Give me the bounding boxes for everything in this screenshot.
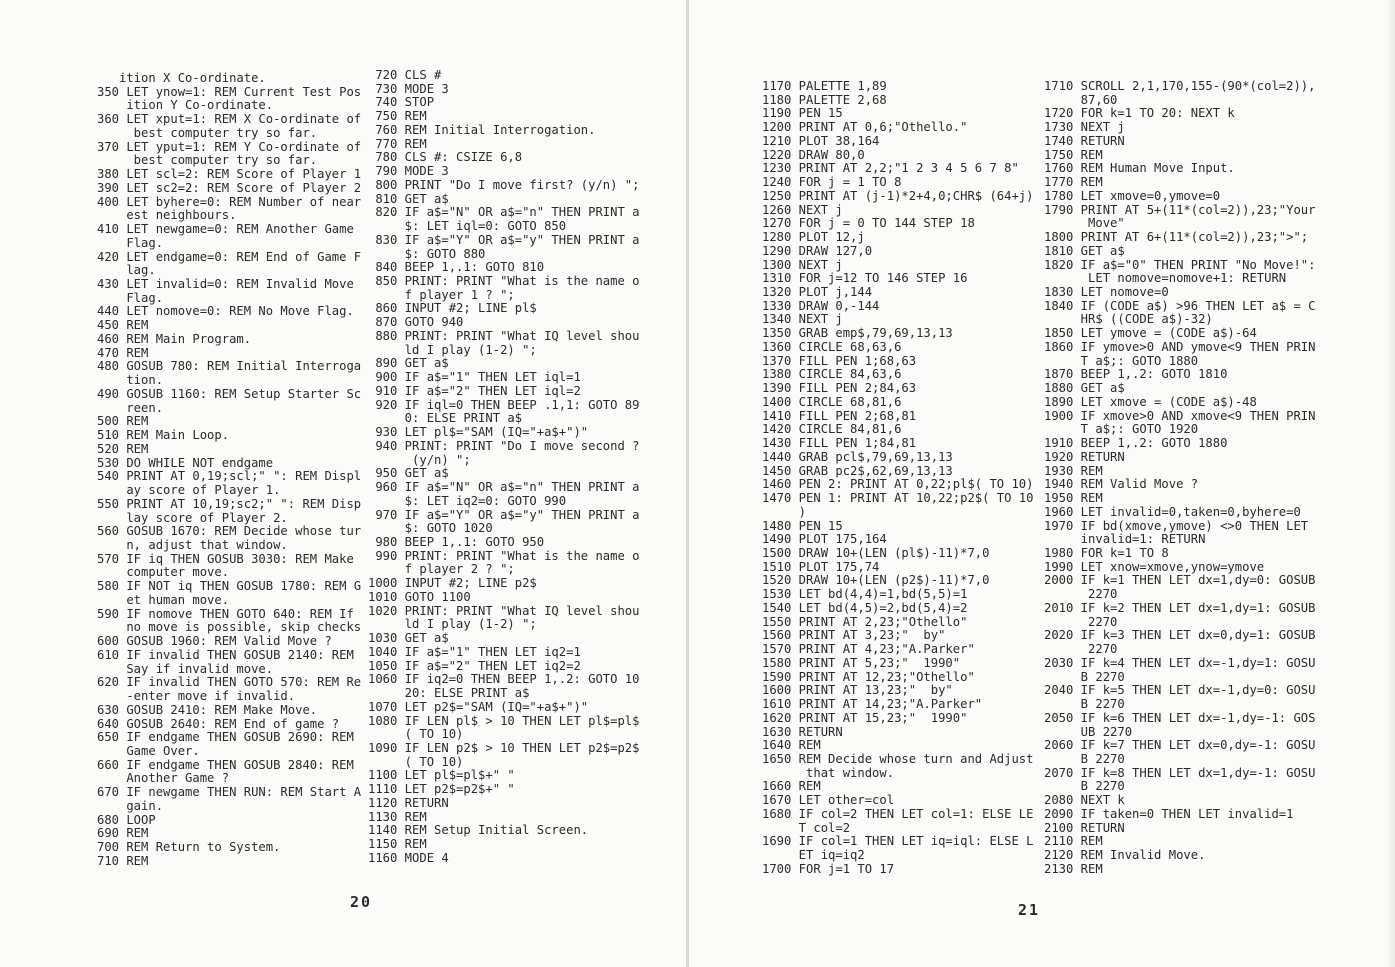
code-line: best computer try so far.	[97, 125, 318, 140]
code-line: 1390 FILL PEN 2;84,63	[762, 381, 917, 396]
code-line: 1020 PRINT: PRINT "What IQ level shou	[368, 603, 640, 618]
code-line: ition X Co-ordinate.	[97, 71, 266, 85]
code-line: B 2270	[1044, 779, 1125, 794]
code-line: 1990 LET xnow=xmove,ynow=ymove	[1044, 559, 1265, 574]
code-line: 2070 IF k=8 THEN LET dx=1,dy=-1: GOSU	[1044, 765, 1316, 780]
code-line: ET iq=iq2	[762, 848, 865, 863]
code-line: 1210 PLOT 38,164	[762, 133, 880, 148]
code-line: 1940 REM Valid Move ?	[1044, 477, 1199, 492]
code-line: 460 REM Main Program.	[97, 331, 252, 346]
code-line: B 2270	[1044, 697, 1125, 712]
code-line: 680 LOOP	[97, 812, 156, 827]
code-line: 2010 IF k=2 THEN LET dx=1,dy=1: GOSUB	[1044, 600, 1316, 615]
code-line: $: GOTO 1020	[368, 521, 493, 536]
code-line: reen.	[97, 400, 164, 415]
code-line: 1610 PRINT AT 14,23;"A.Parker"	[762, 697, 983, 712]
code-line: 2100 RETURN	[1044, 820, 1125, 835]
code-line: 1070 LET p2$="SAM (IQ="+a$+")"	[368, 699, 589, 714]
code-line: 1430 FILL PEN 1;84,81	[762, 436, 917, 451]
code-line: HR$ ((CODE a$)-32)	[1044, 312, 1213, 327]
code-line: 1850 LET ymove = (CODE a$)-64	[1044, 326, 1257, 341]
code-line: ld I play (1-2) ";	[368, 342, 537, 357]
code-line: 1160 MODE 4	[368, 850, 449, 865]
code-line: 1810 GET a$	[1044, 243, 1125, 258]
code-line: 1300 NEXT j	[762, 257, 843, 272]
code-line: T col=2	[762, 820, 851, 835]
code-line: 1890 LET xmove = (CODE a$)-48	[1044, 394, 1257, 409]
code-line: T a$;: GOTO 1880	[1044, 353, 1199, 368]
code-line: 800 PRINT "Do I move first? (y/n) ";	[368, 177, 640, 192]
code-line: 1520 DRAW 10+(LEN (p2$)-11)*7,0	[762, 573, 990, 588]
code-line: ay score of Player 1.	[97, 483, 281, 498]
code-line: 810 GET a$	[368, 191, 449, 206]
code-line: 600 GOSUB 1960: REM Valid Move ?	[97, 634, 332, 649]
code-line: 1570 PRINT AT 4,23;"A.Parker"	[762, 642, 975, 657]
code-line: -enter move if invalid.	[97, 689, 296, 704]
code-line: 1220 DRAW 80,0	[762, 147, 865, 162]
code-line: 87,60	[1044, 92, 1118, 107]
code-line: 2040 IF k=5 THEN LET dx=-1,dy=0: GOSU	[1044, 683, 1316, 698]
page-edge	[1387, 0, 1395, 967]
code-line: 950 GET a$	[368, 466, 449, 481]
code-line: 370 LET yput=1: REM Y Co-ordinate of	[97, 139, 362, 154]
code-line: ( TO 10)	[368, 754, 464, 769]
code-line: 1330 DRAW 0,-144	[762, 298, 880, 313]
code-line: 1670 LET other=col	[762, 793, 895, 808]
page-number: 20	[350, 893, 373, 911]
code-line: 910 IF a$="2" THEN LET iql=2	[368, 383, 581, 398]
code-line: 1730 NEXT j	[1044, 120, 1125, 135]
code-line: 2120 REM Invalid Move.	[1044, 848, 1206, 863]
page-number: 21	[1018, 901, 1041, 919]
code-line: 1150 REM	[368, 837, 427, 852]
code-line: 620 IF invalid THEN GOTO 570: REM Re	[97, 675, 362, 690]
code-line: 1630 RETURN	[762, 724, 843, 739]
code-line: 1450 GRAB pc2$,62,69,13,13	[762, 463, 953, 478]
code-line: 1470 PEN 1: PRINT AT 10,22;p2$( TO 10	[762, 491, 1034, 506]
code-line: T a$;: GOTO 1920	[1044, 422, 1199, 437]
code-line: 0: ELSE PRINT a$	[368, 411, 523, 426]
code-line: 1820 IF a$="0" THEN PRINT "No Move!":	[1044, 257, 1316, 272]
code-line: 1780 LET xmove=0,ymove=0	[1044, 188, 1221, 203]
code-line: 490 GOSUB 1160: REM Setup Starter Sc	[97, 386, 362, 401]
code-line: 20: ELSE PRINT a$	[368, 686, 530, 701]
code-line: 1460 PEN 2: PRINT AT 0,22;pl$( TO 10)	[762, 477, 1034, 492]
code-line: 1600 PRINT AT 13,23;" by"	[762, 683, 953, 698]
code-line: 1790 PRINT AT 5+(11*(col=2)),23;"Your	[1044, 202, 1316, 217]
code-line: 960 IF a$="N" OR a$="n" THEN PRINT a	[368, 480, 640, 495]
code-line: 890 GET a$	[368, 356, 449, 371]
code-line: 2270	[1044, 614, 1118, 629]
code-line: 1320 PLOT j,144	[762, 285, 873, 300]
code-line: 2060 IF k=7 THEN LET dx=0,dy=-1: GOSU	[1044, 738, 1316, 753]
code-line: 1410 FILL PEN 2;68,81	[762, 408, 917, 423]
code-line: 2270	[1044, 587, 1118, 602]
code-line: Say if invalid move.	[97, 661, 274, 676]
code-line: 630 GOSUB 2410: REM Make Move.	[97, 702, 318, 717]
code-line: no move is possible, skip checks	[97, 620, 362, 635]
code-line: 900 IF a$="1" THEN LET iql=1	[368, 370, 581, 385]
code-line: 480 GOSUB 780: REM Initial Interroga	[97, 359, 362, 374]
code-line: 2020 IF k=3 THEN LET dx=0,dy=1: GOSUB	[1044, 628, 1316, 643]
code-line: 1530 LET bd(4,4)=1,bd(5,5)=1	[762, 587, 968, 602]
code-line: 1170 PALETTE 1,89	[762, 79, 887, 93]
code-line: 450 REM	[97, 318, 149, 333]
code-line: 420 LET endgame=0: REM End of Game F	[97, 249, 362, 264]
code-line: 400 LET byhere=0: REM Number of near	[97, 194, 362, 209]
code-line: 1010 GOTO 1100	[368, 589, 471, 604]
code-line: 780 CLS #: CSIZE 6,8	[368, 150, 523, 165]
code-line: 940 PRINT: PRINT "Do I move second ?	[368, 438, 640, 453]
code-line: 1090 IF LEN p2$ > 10 THEN LET p2$=p2$	[368, 740, 640, 755]
code-line: 1140 REM Setup Initial Screen.	[368, 823, 589, 838]
code-column-1	[97, 72, 361, 869]
code-column-2	[368, 69, 640, 866]
code-line: 710 REM	[97, 853, 149, 868]
code-line: Another Game ?	[97, 771, 230, 786]
code-line: 1100 LET pl$=pl$+" "	[368, 768, 515, 783]
code-line: 470 REM	[97, 345, 149, 360]
code-line: 1750 REM	[1044, 147, 1103, 162]
code-line: 670 IF newgame THEN RUN: REM Start A	[97, 785, 362, 800]
code-line: $: LET iql=0: GOTO 850	[368, 219, 567, 234]
code-line: 1830 LET nomove=0	[1044, 285, 1169, 300]
code-line: lay score of Player 2.	[97, 510, 288, 525]
code-line: et human move.	[97, 592, 230, 607]
code-line: 390 LET sc2=2: REM Score of Player 2	[97, 180, 362, 195]
code-line: 720 CLS #	[368, 68, 442, 82]
code-line: 2030 IF k=4 THEN LET dx=-1,dy=1: GOSU	[1044, 655, 1316, 670]
code-line: 1640 REM	[762, 738, 821, 753]
code-line: 1340 NEXT j	[762, 312, 843, 327]
code-line: 590 IF nomove THEN GOTO 640: REM If	[97, 606, 354, 621]
code-line: 1920 RETURN	[1044, 449, 1125, 464]
code-line: 1540 LET bd(4,5)=2,bd(5,4)=2	[762, 600, 968, 615]
code-line: 500 REM	[97, 414, 149, 429]
code-line: 1240 FOR j = 1 TO 8	[762, 175, 902, 190]
code-line: 1950 REM	[1044, 491, 1103, 506]
code-line: 1680 IF col=2 THEN LET col=1: ELSE LE	[762, 806, 1034, 821]
code-line: tion.	[97, 373, 164, 388]
code-line: )	[762, 504, 807, 519]
code-line: 1180 PALETTE 2,68	[762, 92, 887, 107]
code-line: UB 2270	[1044, 724, 1133, 739]
code-line: 610 IF invalid THEN GOSUB 2140: REM	[97, 647, 354, 662]
code-line: est neighbours.	[97, 208, 237, 223]
code-line: 930 LET pl$="SAM (IQ="+a$+")"	[368, 425, 589, 440]
code-line: B 2270	[1044, 669, 1125, 684]
code-line: 1050 IF a$="2" THEN LET iq2=2	[368, 658, 581, 673]
code-line: 2000 IF k=1 THEN LET dx=1,dy=0: GOSUB	[1044, 573, 1316, 588]
code-line: 1400 CIRCLE 68,81,6	[762, 394, 902, 409]
code-line: 1930 REM	[1044, 463, 1103, 478]
code-line: 1510 PLOT 175,74	[762, 559, 880, 574]
code-line: that window.	[762, 765, 895, 780]
code-column-2	[1044, 80, 1316, 877]
code-line: 1260 NEXT j	[762, 202, 843, 217]
code-column-1	[762, 80, 1034, 877]
code-line: 1770 REM	[1044, 175, 1103, 190]
code-line: 570 IF iq THEN GOSUB 3030: REM Make	[97, 551, 354, 566]
code-line: 990 PRINT: PRINT "What is the name o	[368, 548, 640, 563]
code-line: 530 DO WHILE NOT endgame	[97, 455, 274, 470]
code-line: 830 IF a$="Y" OR a$="y" THEN PRINT a	[368, 232, 640, 247]
code-line: 850 PRINT: PRINT "What is the name o	[368, 274, 640, 289]
code-line: 580 IF NOT iq THEN GOSUB 1780: REM G	[97, 579, 362, 594]
code-line: 1350 GRAB emp$,79,69,13,13	[762, 326, 953, 341]
code-line: 660 IF endgame THEN GOSUB 2840: REM	[97, 757, 354, 772]
code-line: 1290 DRAW 127,0	[762, 243, 873, 258]
code-line: 510 REM Main Loop.	[97, 428, 230, 443]
code-line: 2050 IF k=6 THEN LET dx=-1,dy=-1: GOS	[1044, 710, 1316, 725]
code-line: 700 REM Return to System.	[97, 840, 281, 855]
code-line: 1620 PRINT AT 15,23;" 1990"	[762, 710, 968, 725]
code-line: 790 MODE 3	[368, 164, 449, 179]
code-line: 1900 IF xmove>0 AND xmove<9 THEN PRIN	[1044, 408, 1316, 423]
code-line: 2090 IF taken=0 THEN LET invalid=1	[1044, 806, 1294, 821]
code-line: best computer try so far.	[97, 153, 318, 168]
code-line: 1960 LET invalid=0,taken=0,byhere=0	[1044, 504, 1301, 519]
code-line: 1690 IF col=1 THEN LET iq=iql: ELSE L	[762, 834, 1034, 849]
code-line: 690 REM	[97, 826, 149, 841]
code-line: 770 REM	[368, 136, 427, 151]
code-line: ld I play (1-2) ";	[368, 617, 537, 632]
code-line: Flag.	[97, 290, 164, 305]
code-line: 760 REM Initial Interrogation.	[368, 122, 596, 137]
code-line: $: GOTO 880	[368, 246, 486, 261]
code-line: B 2270	[1044, 751, 1125, 766]
code-line: 2270	[1044, 642, 1118, 657]
code-line: 640 GOSUB 2640: REM End of game ?	[97, 716, 340, 731]
code-line: 1060 IF iq2=0 THEN BEEP 1,.2: GOTO 10	[368, 672, 640, 687]
code-line: 1490 PLOT 175,164	[762, 532, 887, 547]
code-line: 650 IF endgame THEN GOSUB 2690: REM	[97, 730, 354, 745]
code-line: 1190 PEN 15	[762, 106, 843, 121]
code-line: computer move.	[97, 565, 230, 580]
code-line: 860 INPUT #2; LINE pl$	[368, 301, 537, 316]
code-line: Move"	[1044, 216, 1125, 231]
code-line: 1040 IF a$="1" THEN LET iq2=1	[368, 644, 581, 659]
code-line: 560 GOSUB 1670: REM Decide whose tur	[97, 524, 362, 539]
code-line: 980 BEEP 1,.1: GOTO 950	[368, 534, 545, 549]
code-line: f player 1 ? ";	[368, 287, 515, 302]
code-line: 1360 CIRCLE 68,63,6	[762, 339, 902, 354]
right-page	[688, 0, 1395, 967]
code-line: 1550 PRINT AT 2,23;"Othello"	[762, 614, 968, 629]
code-line: 1710 SCROLL 2,1,170,155-(90*(col=2)),	[1044, 79, 1316, 93]
code-line: (y/n) ";	[368, 452, 471, 467]
code-line: 1580 PRINT AT 5,23;" 1990"	[762, 655, 961, 670]
code-line: 2110 REM	[1044, 834, 1103, 849]
code-line: 1740 RETURN	[1044, 133, 1125, 148]
code-line: 820 IF a$="N" OR a$="n" THEN PRINT a	[368, 205, 640, 220]
code-line: 2130 REM	[1044, 861, 1103, 876]
left-page	[0, 0, 688, 967]
code-line: 870 GOTO 940	[368, 315, 464, 330]
code-line: 1130 REM	[368, 809, 427, 824]
code-line: ( TO 10)	[368, 727, 464, 742]
code-line: 1230 PRINT AT 2,2;"1 2 3 4 5 6 7 8"	[762, 161, 1019, 176]
code-line: 920 IF iql=0 THEN BEEP .1,1: GOTO 89	[368, 397, 640, 412]
code-line: LET nomove=nomove+1: RETURN	[1044, 271, 1287, 286]
code-line: 1420 CIRCLE 84,81,6	[762, 422, 902, 437]
code-line: 430 LET invalid=0: REM Invalid Move	[97, 277, 354, 292]
code-line: 1030 GET a$	[368, 631, 449, 646]
code-line: 1980 FOR k=1 TO 8	[1044, 545, 1169, 560]
code-line: 1590 PRINT AT 12,23;"Othello"	[762, 669, 975, 684]
code-line: 1280 PLOT 12,j	[762, 230, 865, 245]
code-line: 1310 FOR j=12 TO 146 STEP 16	[762, 271, 968, 286]
code-line: 1800 PRINT AT 6+(11*(col=2)),23;">";	[1044, 230, 1309, 245]
code-line: 1860 IF ymove>0 AND ymove<9 THEN PRIN	[1044, 339, 1316, 354]
code-line: 1660 REM	[762, 779, 821, 794]
code-line: 730 MODE 3	[368, 81, 449, 96]
code-line: 360 LET xput=1: REM X Co-ordinate of	[97, 112, 362, 127]
code-line: 1200 PRINT AT 0,6;"Othello."	[762, 120, 968, 135]
code-line: 880 PRINT: PRINT "What IQ level shou	[368, 328, 640, 343]
code-line: lag.	[97, 263, 156, 278]
code-line: 1840 IF (CODE a$) >96 THEN LET a$ = C	[1044, 298, 1316, 313]
code-line: n, adjust that window.	[97, 537, 288, 552]
code-line: 1270 FOR j = 0 TO 144 STEP 18	[762, 216, 975, 231]
code-line: 1500 DRAW 10+(LEN (pl$)-11)*7,0	[762, 545, 990, 560]
code-line: 1870 BEEP 1,.2: GOTO 1810	[1044, 367, 1228, 382]
code-line: 440 LET nomove=0: REM No Move Flag.	[97, 304, 354, 319]
code-line: f player 2 ? ";	[368, 562, 515, 577]
code-line: 1700 FOR j=1 TO 17	[762, 861, 895, 876]
code-line: invalid=1: RETURN	[1044, 532, 1206, 547]
code-line: 970 IF a$="Y" OR a$="y" THEN PRINT a	[368, 507, 640, 522]
code-line: 750 REM	[368, 109, 427, 124]
code-line: 2080 NEXT k	[1044, 793, 1125, 808]
code-line: 1120 RETURN	[368, 795, 449, 810]
code-line: $: LET iq2=0: GOTO 990	[368, 493, 567, 508]
code-line: 1480 PEN 15	[762, 518, 843, 533]
code-line: 1110 LET p2$=p2$+" "	[368, 782, 515, 797]
code-line: gain.	[97, 798, 164, 813]
code-line: Flag.	[97, 235, 164, 250]
code-line: 1910 BEEP 1,.2: GOTO 1880	[1044, 436, 1228, 451]
code-line: ition Y Co-ordinate.	[97, 98, 274, 113]
code-line: 1970 IF bd(xmove,ymove) <>0 THEN LET	[1044, 518, 1309, 533]
code-line: 1000 INPUT #2; LINE p2$	[368, 576, 537, 591]
code-line: 520 REM	[97, 441, 149, 456]
code-line: 740 STOP	[368, 95, 435, 110]
code-line: 1560 PRINT AT 3,23;" by"	[762, 628, 946, 643]
code-line: 1080 IF LEN pl$ > 10 THEN LET pl$=pl$	[368, 713, 640, 728]
code-line: 840 BEEP 1,.1: GOTO 810	[368, 260, 545, 275]
code-line: 1370 FILL PEN 1;68,63	[762, 353, 917, 368]
code-line: 1880 GET a$	[1044, 381, 1125, 396]
code-line: 540 PRINT AT 0,19;scl;" ": REM Displ	[97, 469, 362, 484]
code-line: 410 LET newgame=0: REM Another Game	[97, 222, 354, 237]
code-line: 1250 PRINT AT (j-1)*2+4,0;CHR$ (64+j)	[762, 188, 1034, 203]
code-line: 1650 REM Decide whose turn and Adjust	[762, 751, 1034, 766]
code-line: 550 PRINT AT 10,19;sc2;" ": REM Disp	[97, 496, 362, 511]
code-line: 1760 REM Human Move Input.	[1044, 161, 1235, 176]
code-line: 1380 CIRCLE 84,63,6	[762, 367, 902, 382]
code-line: 1440 GRAB pcl$,79,69,13,13	[762, 449, 953, 464]
code-line: 350 LET ynow=1: REM Current Test Pos	[97, 84, 362, 99]
code-line: Game Over.	[97, 743, 200, 758]
code-line: 1720 FOR k=1 TO 20: NEXT k	[1044, 106, 1235, 121]
code-line: 380 LET scl=2: REM Score of Player 1	[97, 167, 362, 182]
